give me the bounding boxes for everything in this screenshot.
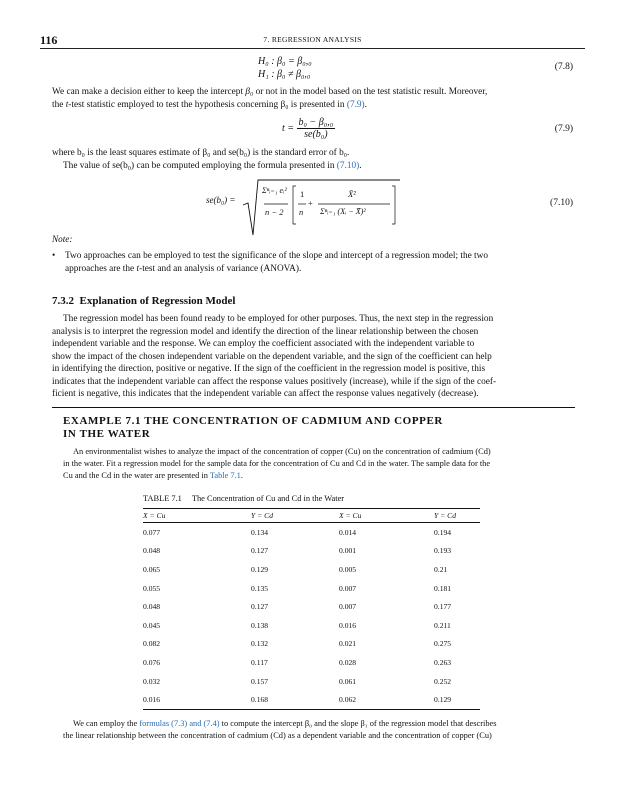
table-cell: 0.21 [434, 564, 448, 574]
table-cell: 0.177 [434, 602, 452, 612]
table-cell: 0.016 [339, 620, 357, 630]
formula-link-7-3-7-4[interactable]: formulas (7.3) and (7.4) [139, 719, 220, 728]
table-header-cell: X = Cu [339, 509, 434, 523]
table-cell: 0.007 [339, 602, 357, 612]
note-label: Note: [52, 234, 73, 244]
data-table [143, 508, 480, 710]
se-degrees-freedom: n − 2 [265, 207, 284, 217]
table-row [143, 542, 480, 561]
table-cell: 0.061 [339, 676, 357, 686]
se-xbar-squared: X̄² [348, 189, 356, 199]
table-cell: 0.048 [143, 546, 161, 556]
table-cell: 0.021 [339, 639, 357, 649]
table-header-cell: Y = Cd [251, 509, 339, 523]
table-cell: 0.211 [434, 620, 451, 630]
table-cell: 0.135 [251, 583, 269, 593]
table-row [143, 616, 480, 635]
table-cell: 0.007 [339, 583, 357, 593]
hypothesis-null: H₀ : β₀ = β₀,₀ [258, 56, 312, 67]
table-cell: 0.129 [251, 564, 269, 574]
table-cell: 0.168 [251, 690, 339, 709]
bullet-dot: • [52, 251, 56, 261]
running-head: 7. REGRESSION ANALYSIS [263, 35, 362, 44]
se-one: 1 [300, 189, 305, 199]
bullet-text: Two approaches can be employed to test the significance of the slope and intercept of a regression model; the two approaches are the t-test and an analysis of variance (ANOVA). [65, 251, 488, 274]
table-row [143, 672, 480, 691]
table-cell: 0.263 [434, 657, 452, 667]
table-cell: 0.048 [143, 602, 161, 612]
se-plus: + [308, 198, 313, 208]
table-link-7-1[interactable]: Table 7.1 [209, 471, 241, 480]
table-cell: 0.045 [143, 620, 161, 630]
equation-number-7-10: (7.10) [550, 198, 573, 208]
table-cell: 0.134 [251, 527, 269, 537]
table-row [143, 690, 480, 709]
table-row [143, 560, 480, 579]
right-bracket [392, 186, 395, 224]
table-cell: 0.014 [339, 527, 357, 537]
section-paragraph: The regression model has been found ready to be employed for other purposes. Thus, the next step in the regression analysis is to interpret the regression model and identify the direction of the linear relationship between the chosen independent variable and the response. We can employ the coefficient associated with the independent variable to show the impact of the chosen independent variable on the dependent variable, and the sign of the coefficient can help in identifying the direction, positive or negative. If the sign of the coefficient in the regression model is positive, this indicates that the independent variable can affect the response values positively (increase), while if the sign of the coef- ficient is negative, this indicates that the independent variable can affect the response values negatively (decrease). [52, 314, 497, 399]
table-header-cell: Y = Cd [434, 509, 480, 523]
table-cell: 0.016 [143, 690, 251, 709]
se-lhs: se(b₀) = [206, 195, 236, 205]
table-cell: 0.127 [251, 602, 269, 612]
table-caption [143, 494, 344, 503]
section-heading: 7.3.2 Explanation of Regression Model [52, 295, 236, 307]
table-cell: 0.028 [339, 657, 357, 667]
example-top-rule [52, 407, 575, 408]
table-cell: 0.065 [143, 564, 161, 574]
line: the t-test statistic employed to test the hypothesis concerning β₀ is presented in (7.9). [52, 99, 367, 110]
equation-link-7-9[interactable]: (7.9) [346, 99, 365, 110]
left-bracket [293, 186, 296, 224]
table-cell: 0.032 [143, 676, 161, 686]
table-header-row [143, 509, 480, 523]
se-sum-squares-x: Σⁿᵢ₌₁ (Xᵢ − X̄)² [320, 207, 366, 216]
closing-paragraph: We can employ the formulas (7.3) and (7.4) to compute the intercept β₀ and the slope β₁ of the regression model that describes the linear relationship between the concentration of cadmium (Cd) as a dependent variable and the concentration of copper (Cu) [63, 719, 497, 740]
equation-number-7-9: (7.9) [554, 124, 573, 134]
paragraph-standard-error: where b₀ is the least squares estimate of β₀ and se(b₀) is the standard error of b₀. The value of se(b₀) can be computed employing the formula presented in (7.10). [52, 148, 362, 171]
example-title: EXAMPLE 7.1 THE CONCENTRATION OF CADMIUM AND COPPER IN THE WATER [63, 415, 443, 440]
table-row [143, 653, 480, 672]
table-cell: 0.194 [434, 527, 452, 537]
equation-link-7-10[interactable]: (7.10) [336, 160, 360, 171]
table-cell: 0.129 [434, 690, 480, 709]
table-label: TABLE 7.1 [143, 494, 182, 503]
table-cell: 0.193 [434, 546, 452, 556]
line: We can make a decision either to keep the intercept β₀ or not in the model based on the test statistic result. Moreover, [52, 87, 488, 97]
table-cell: 0.077 [143, 527, 161, 537]
table-cell: 0.117 [251, 657, 268, 667]
table-row [143, 523, 480, 542]
table-row [143, 579, 480, 598]
table-cell: 0.082 [143, 639, 161, 649]
table-cell: 0.157 [251, 676, 269, 686]
table-cell: 0.275 [434, 639, 452, 649]
equation-number-7-8: (7.8) [554, 62, 573, 72]
page-number: 116 [40, 33, 58, 47]
hypothesis-alternative: H₁ : β₀ ≠ β₀,₀ [258, 69, 311, 80]
table-caption-text: The Concentration of Cu and Cd in the Water [191, 494, 345, 503]
table-cell: 0.138 [251, 620, 269, 630]
table-cell: 0.005 [339, 564, 357, 574]
se-n: n [299, 207, 304, 217]
table-cell: 0.001 [339, 546, 357, 556]
table-cell: 0.132 [251, 639, 269, 649]
table-cell: 0.252 [434, 676, 452, 686]
table-cell: 0.076 [143, 657, 161, 667]
table-row [143, 597, 480, 616]
table-row [143, 635, 480, 654]
table-cell: 0.181 [434, 583, 452, 593]
t-statistic-equation: t = $\frac{\text{b₀ − β₀,₀}}{\text{se(b₀)}}$ [282, 117, 334, 140]
table-header-cell: X = Cu [143, 509, 251, 523]
example-paragraph: An environmentalist wishes to analyze the impact of the concentration of copper (Cu) on the concentration of cadmium (Cd) in the water. Fit a regression model for the sample data for the concentration of Cu and Cd in the water. The sample data for the Cu and the Cd in the water are presented in Table 7.1. [63, 447, 491, 480]
bullet-item [52, 250, 575, 276]
se-sum-residuals: Σⁿᵢ₌₁ eᵢ² [262, 186, 287, 195]
t-statistic-fraction: $\frac{\text{b₀ − β₀,₀}}{\text{se(b₀)}}$ [298, 117, 334, 140]
table-cell: 0.127 [251, 546, 269, 556]
table-cell: 0.062 [339, 690, 434, 709]
table-cell: 0.055 [143, 583, 161, 593]
